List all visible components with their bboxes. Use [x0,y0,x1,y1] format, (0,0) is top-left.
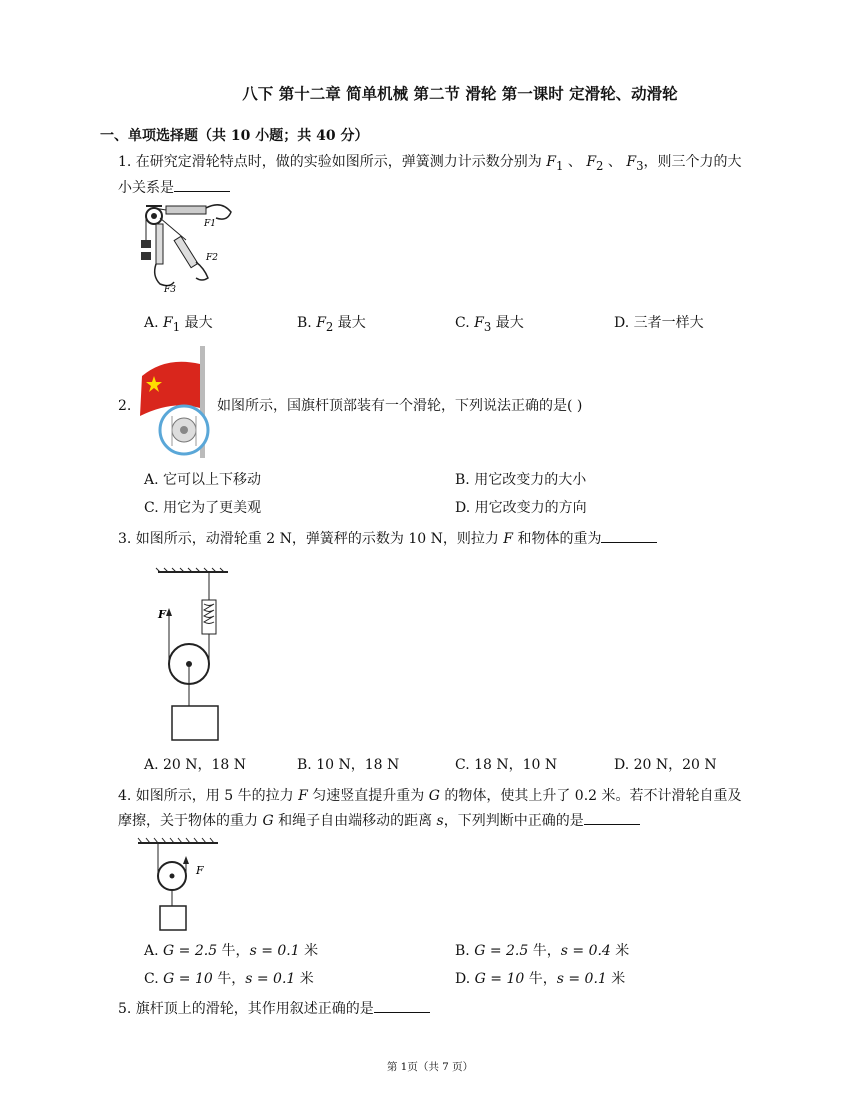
q4-option-c[interactable]: C. G = 10 牛，s = 0.1 米 [144,971,314,987]
question-2-stem: 如图所示，国旗杆顶部装有一个滑轮，下列说法正确的是( ) [217,398,583,414]
fig-label-f2: F2 [206,253,218,263]
q4-option-d[interactable]: D. G = 10 牛，s = 0.1 米 [455,971,626,987]
q3-figure-movable-pulley [152,568,232,743]
q1-option-b[interactable]: B. $F_2$ 最大 [297,315,366,334]
question-4-stem: 4. 如图所示，用 5 牛的拉力 F 匀速竖直提升重为 G 的物体，使其上升了 0.2 米。若不计滑轮自重及 [118,788,742,804]
q2-option-b[interactable]: B. 用它改变力的大小 [455,472,587,488]
fig-label-f3: F3 [164,285,176,295]
question-5-stem: 5. 旗杆顶上的滑轮，其作用叙述正确的是 [118,997,430,1021]
question-1-stem: 1. 在研究定滑轮特点时，做的实验如图所示，弹簧测力计示数分别为 $F_1$ 、 $F_2$ 、 $F_3$，则三个力的大 [118,154,742,173]
answer-blank[interactable] [601,529,657,543]
question-1-stem-line2: 小关系是 [118,176,230,200]
q4-figure-movable-pulley [138,838,228,933]
q1-option-c[interactable]: C. $F_3$ 最大 [455,315,524,334]
answer-blank[interactable] [584,811,640,825]
fig-label-f: F [196,864,204,877]
q3-option-d[interactable]: D. 20 N，20 N [614,757,717,773]
section-heading: 一、单项选择题（共 10 小题；共 40 分） [100,128,369,144]
question-2-number: 2. [118,398,132,414]
page-footer: 第 1页（共 7 页） [386,1061,474,1073]
q1-option-d[interactable]: D. 三者一样大 [614,315,704,331]
answer-blank[interactable] [374,999,430,1013]
fig-label-f1: F1 [204,219,216,229]
q4-option-a[interactable]: A. G = 2.5 牛，s = 0.1 米 [144,943,319,959]
answer-blank[interactable] [174,178,230,192]
q3-option-c[interactable]: C. 18 N，10 N [455,757,558,773]
question-3-stem: 3. 如图所示，动滑轮重 2 N，弹簧秤的示数为 10 N，则拉力 F 和物体的重为 [118,527,657,551]
q4-option-b[interactable]: B. G = 2.5 牛，s = 0.4 米 [455,943,630,959]
fig-label-f: F [158,608,166,621]
q2-figure-flag-pole [136,346,216,458]
q2-option-c[interactable]: C. 用它为了更美观 [144,500,262,516]
q3-option-b[interactable]: B. 10 N，18 N [297,757,400,773]
q1-option-a[interactable]: A. $F_1$ 最大 [144,315,213,334]
q2-option-a[interactable]: A. 它可以上下移动 [144,472,262,488]
q1-figure-fixed-pulley-experiment [136,200,246,300]
page-title: 八下 第十二章 简单机械 第二节 滑轮 第一课时 定滑轮、动滑轮 [242,84,678,103]
q2-option-d[interactable]: D. 用它改变力的方向 [455,500,587,516]
q3-option-a[interactable]: A. 20 N，18 N [144,757,247,773]
question-4-stem-line2: 摩擦，关于物体的重力 G 和绳子自由端移动的距离 s，下列判断中正确的是 [118,809,640,833]
